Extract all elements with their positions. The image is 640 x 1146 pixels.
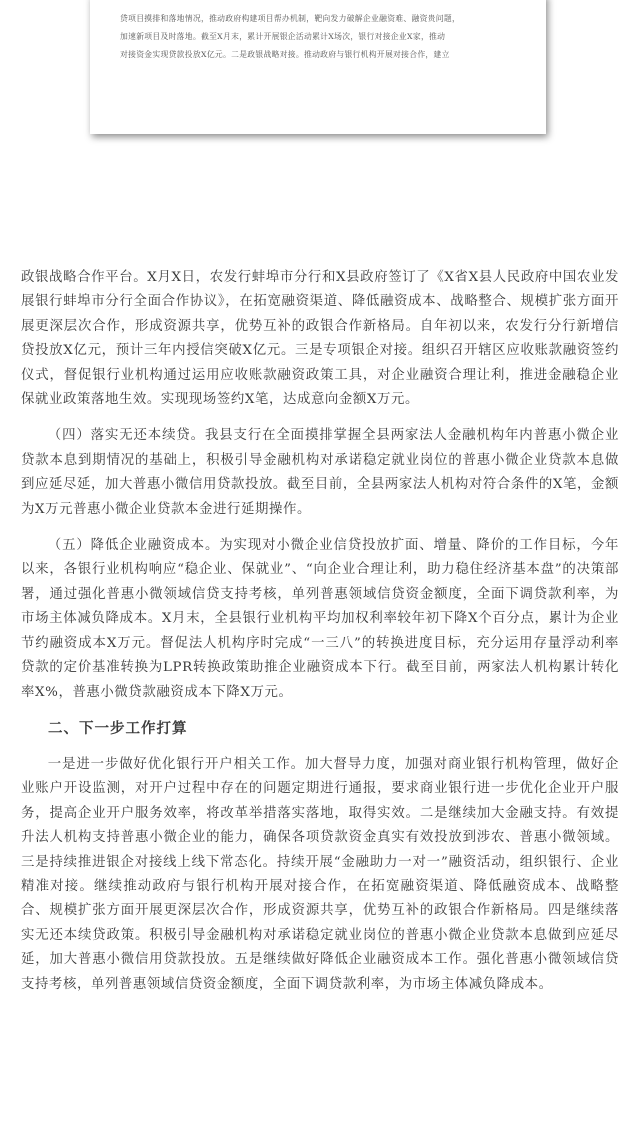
- paragraph-next-steps: 一是进一步做好优化银行开户相关工作。加大督导力度，加强对商业银行机构管理，做好企业账户开设监测，对开户过程中存在的问题定期进行通报，要求商业银行进一步优化企业开户服务，提高企业开户服务效率，将改革举措落实落地，取得实效。二是继续加大金融支持。有效提升法人机构支持普惠小微企业的能力，确保各项贷款资金真实有效投放到涉农、普惠小微领域。三是持续推进银企对接线上线下常态化。持续开展“金融助力一对一”融资活动，组织银行、企业精准对接。继续推动政府与银行机构开展对接合作，在拓宽融资渠道、降低融资成本、战略整合、规模扩张方面开展更深层次合作，形成资源共享，优势互补的政银合作新格局。四是继续落实无还本续贷政策。积极引导金融机构对承诺稳定就业岗位的普惠小微企业贷款本息做到应延尽延，加大普惠小微信用贷款投放。五是继续做好降低企业融资成本工作。强化普惠小微领域信贷支持考核，单列普惠领域信贷资金额度，全面下调贷款利率，为市场主体减负降成本。: [21, 756, 619, 992]
- article-body: [21, 266, 619, 997]
- document-preview-card: [90, 0, 546, 134]
- section-heading-next-steps: 二、下一步工作打算: [48, 719, 188, 737]
- preview-line: 贷项目摸排和落地情况，推动政府构建项目帮办机制，靶向发力破解企业融资难、融资贵问题，: [120, 14, 461, 23]
- paragraph-no-repayment-renewal: （四）落实无还本续贷。我县支行在全面摸排掌握全县两家法人金融机构年内普惠小微企业贷款本息到期情况的基础上，积极引导金融机构对承诺稳定就业岗位的普惠小微企业贷款本息做到应延尽延，加大普惠小微信用贷款投放。截至目前，全县两家法人机构对符合条件的X笔，金额为X万元普惠小微企业贷款本金进行延期操作。: [21, 428, 619, 517]
- paragraph-financing-cost: （五）降低企业融资成本。为实现对小微企业信贷投放扩面、增量、降价的工作目标，今年以来，各银行业机构响应“稳企业、保就业”、“向企业合理让利，助力稳住经济基本盘”的决策部署，通过强化普惠小微领域信贷支持考核，单列普惠领域信贷资金额度，全面下调贷款利率，为市场主体减负降成本。X月末，全县银行业机构平均加权利率较年初下降X个百分点，累计为企业节约融资成本X万元。督促法人机构序时完成“一三八”的转换进度目标，充分运用存量浮动利率贷款的定价基准转换为LPR转换政策助推企业融资成本下行。截至目前，两家法人机构累计转化率X%，普惠小微贷款融资成本下降X万元。: [21, 538, 619, 700]
- preview-line: 加速新项目及时落地。截至X月末，累计开展银企活动累计X场次，银行对接企业X家，推动: [120, 32, 446, 41]
- paragraph-bank-cooperation: 政银战略合作平台。X月X日，农发行蚌埠市分行和X县政府签订了《X省X县人民政府中国农业发展银行蚌埠市分行全面合作协议》，在拓宽融资渠道、降低融资成本、战略整合、规模扩张方面开展更深层次合作，形成资源共享，优势互补的政银合作新格局。自年初以来，农发行分行新增信贷投放X亿元，预计三年内授信突破X亿元。三是专项银企对接。组织召开辖区应收账款融资签约仪式，督促银行业机构通过运用应收账款融资政策工具，对企业融资合理让利，推进金融稳企业保就业政策落地生效。实现现场签约X笔，达成意向金额X万元。: [21, 270, 619, 408]
- preview-line: 对接资金实现贷款投放X亿元。二是政银战略对接。推动政府与银行机构开展对接合作，建立: [120, 50, 450, 59]
